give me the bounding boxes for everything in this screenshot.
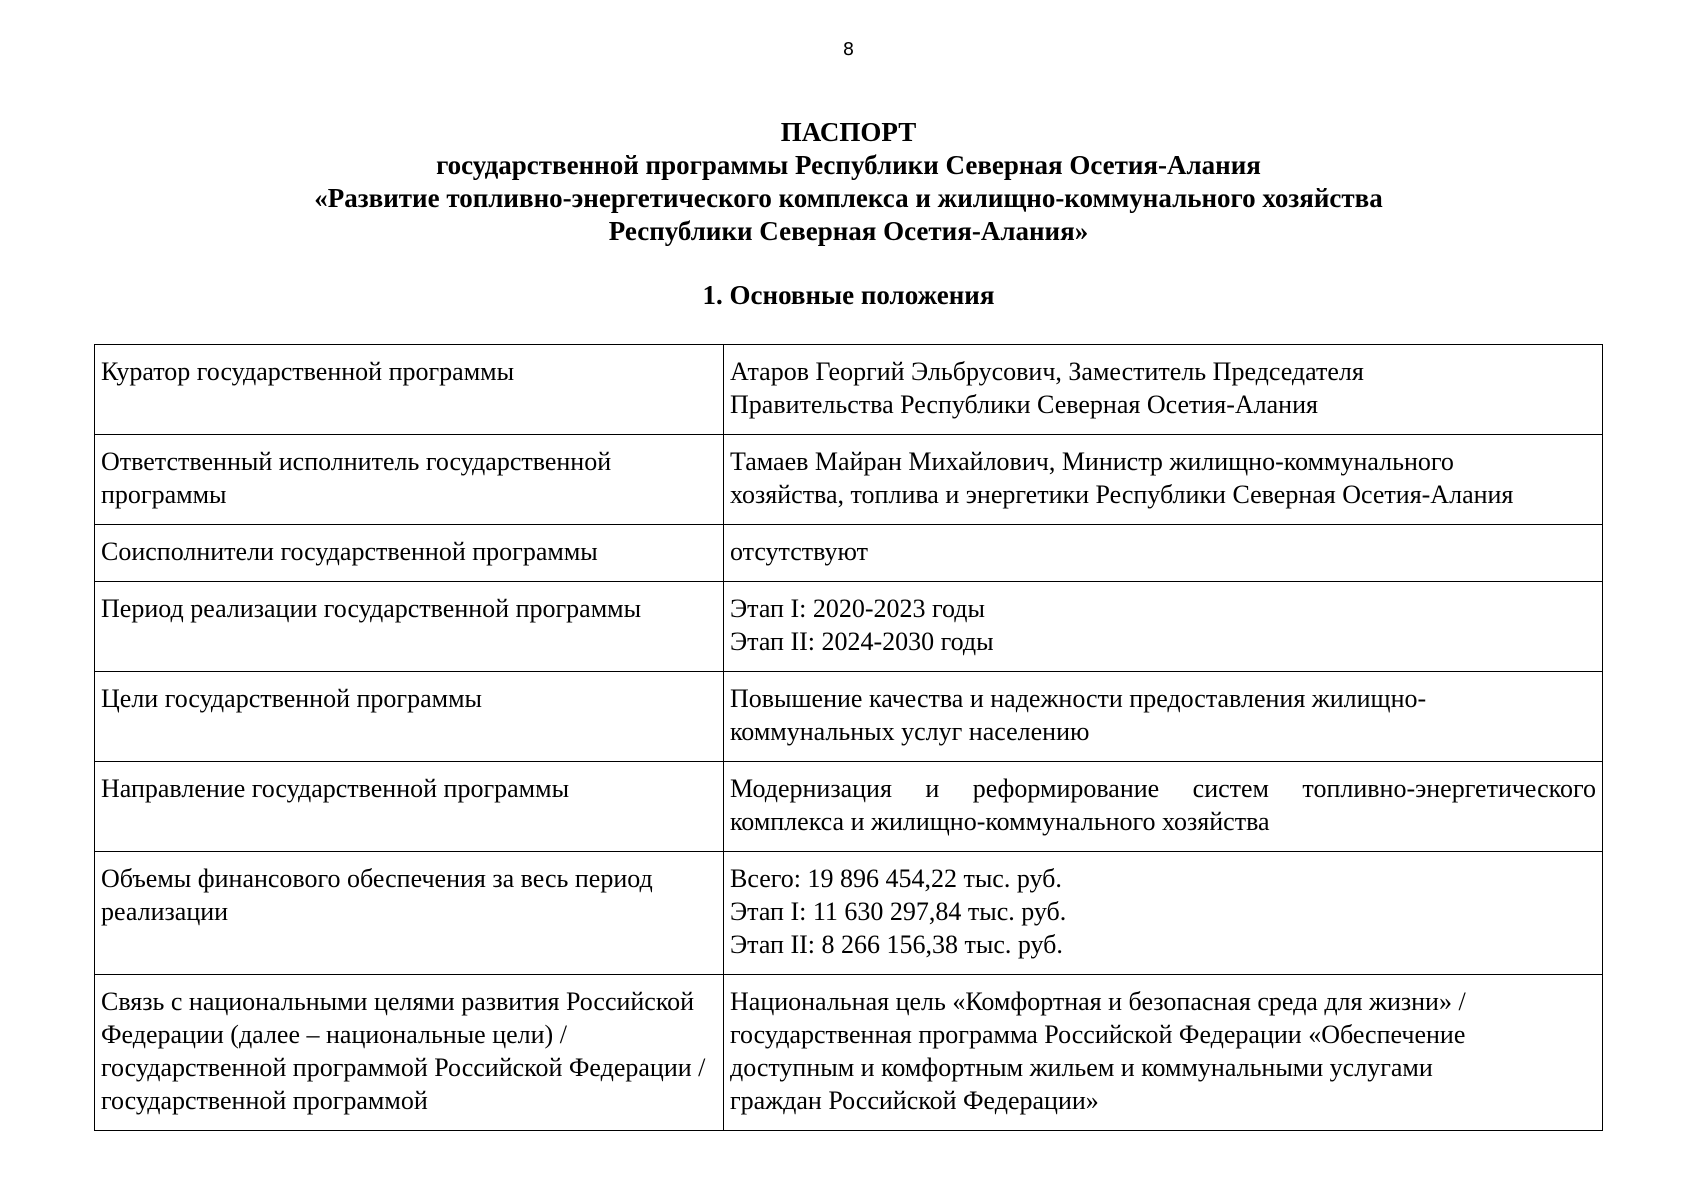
value-line: Повышение качества и надежности предоставления жилищно- [730, 684, 1427, 713]
title-line-4: Республики Северная Осетия-Алания» [608, 216, 1089, 246]
value-line: доступным и комфортным жильем и коммунальными услугами [730, 1053, 1433, 1082]
row-label: Соисполнители государственной программы [95, 525, 724, 582]
section-heading: 1. Основные положения [702, 280, 995, 310]
passport-table [94, 344, 1603, 1131]
title-line-1: ПАСПОРТ [780, 117, 917, 147]
table-row [95, 345, 1603, 435]
row-value [724, 975, 1603, 1131]
row-value [724, 525, 1603, 582]
row-label: Период реализации государственной программы [95, 582, 724, 672]
row-value [724, 852, 1603, 975]
document-title [0, 116, 1697, 248]
row-label: Направление государственной программы [95, 762, 724, 852]
table-row [95, 975, 1603, 1131]
row-label: Объемы финансового обеспечения за весь период реализации [95, 852, 724, 975]
row-value [724, 435, 1603, 525]
value-line: Всего: 19 896 454,22 тыс. руб. [730, 864, 1062, 893]
value-line: Национальная цель «Комфортная и безопасная среда для жизни» / [730, 987, 1466, 1016]
page-number: 8 [842, 39, 855, 60]
row-label: Куратор государственной программы [95, 345, 724, 435]
row-label: Связь с национальными целями развития Российской Федерации (далее – национальные цели) / государственной программой Российской Федерации / государственной программой [95, 975, 724, 1131]
table-row [95, 672, 1603, 762]
value-line: Этап I: 2020-2023 годы [730, 594, 985, 623]
row-value [724, 345, 1603, 435]
value-line: граждан Российской Федерации» [730, 1086, 1099, 1115]
value-line: Правительства Республики Северная Осетия-Алания [730, 390, 1318, 419]
value-line: отсутствуют [730, 537, 868, 566]
value-line: Тамаев Майран Михайлович, Министр жилищно-коммунального [730, 447, 1454, 476]
value-line: Этап II: 8 266 156,38 тыс. руб. [730, 930, 1063, 959]
value-line: Этап I: 11 630 297,84 тыс. руб. [730, 897, 1067, 926]
table-row [95, 582, 1603, 672]
value-line: государственная программа Российской Федерации «Обеспечение [730, 1020, 1466, 1049]
title-line-3: «Развитие топливно-энергетического комплекса и жилищно-коммунального хозяйства [314, 183, 1383, 213]
table-row [95, 852, 1603, 975]
value-line: Атаров Георгий Эльбрусович, Заместитель Председателя [730, 357, 1364, 386]
table-row [95, 525, 1603, 582]
row-label: Ответственный исполнитель государственной программы [95, 435, 724, 525]
value-line: Этап II: 2024-2030 годы [730, 627, 994, 656]
row-value [724, 672, 1603, 762]
value-line: хозяйства, топлива и энергетики Республики Северная Осетия-Алания [730, 480, 1514, 509]
row-value [724, 582, 1603, 672]
table-row [95, 435, 1603, 525]
table-row [95, 762, 1603, 852]
title-line-2: государственной программы Республики Северная Осетия-Алания [436, 150, 1261, 180]
row-value: Модернизация и реформирование систем топливно-энергетического комплекса и жилищно-коммунального хозяйства [724, 762, 1603, 852]
value-line: коммунальных услуг населению [730, 717, 1090, 746]
row-label: Цели государственной программы [95, 672, 724, 762]
